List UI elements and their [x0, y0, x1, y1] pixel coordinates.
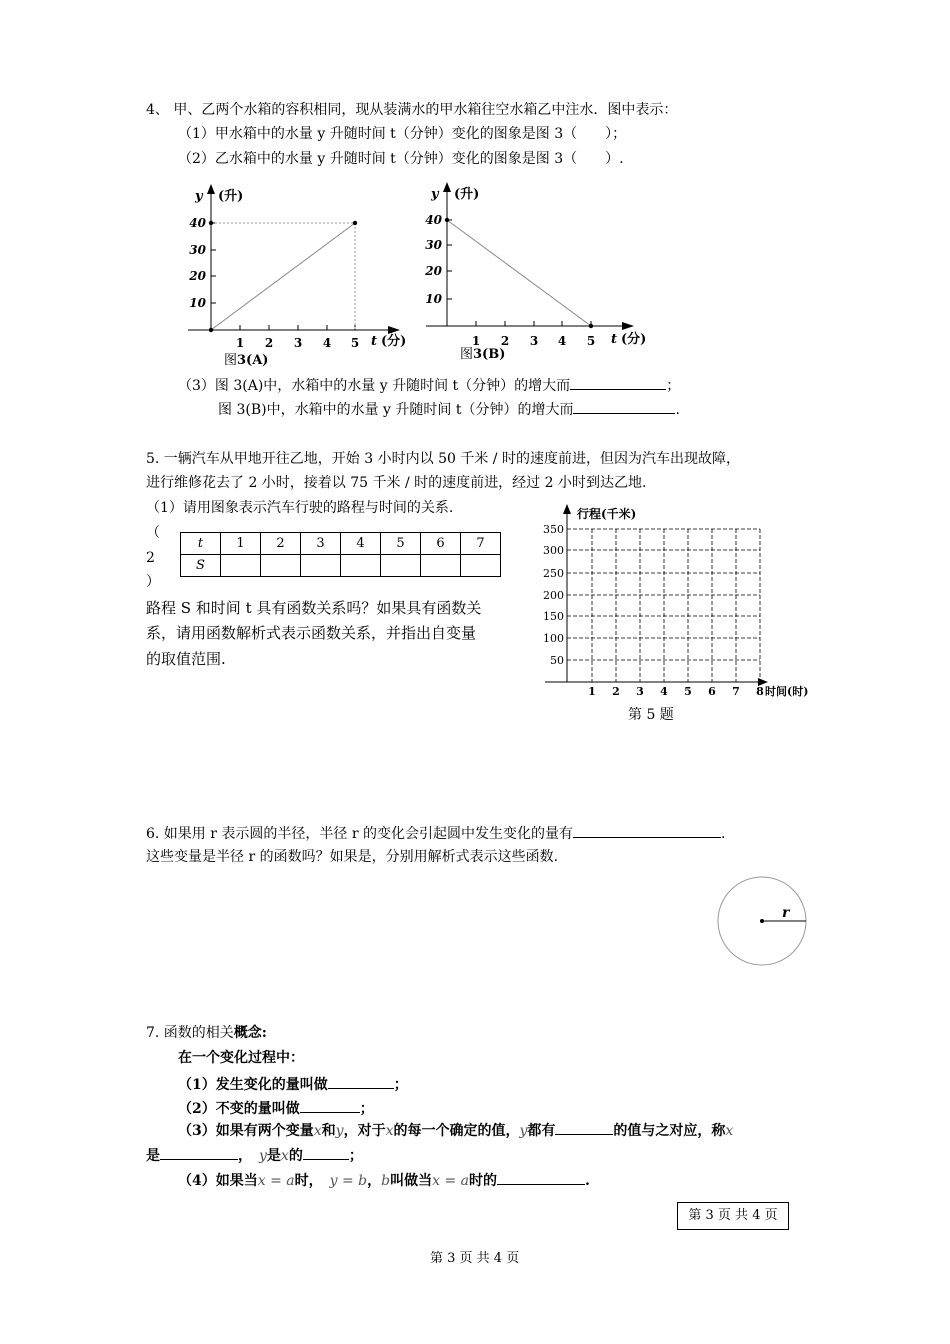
graph-3a-caption: 3(A): [237, 353, 269, 368]
graph-3b-ytick: 20: [425, 264, 442, 278]
graph-3b-xtick: 5: [586, 334, 596, 348]
q7-intro: 在一个变化过程中：: [178, 1050, 304, 1066]
circle-figure: [715, 876, 815, 976]
q7-blank-1[interactable]: [328, 1074, 394, 1089]
graph-3b-xtick: 3: [529, 334, 539, 348]
q5-text1: 路程 S 和时间 t 具有函数关系吗？如果具有函数关: [146, 599, 482, 617]
chart-q5-xtick: 7: [732, 685, 740, 698]
table-cell: 3: [301, 533, 341, 555]
chart-q5-ytick: 250: [543, 567, 564, 580]
q5-text3: 的取值范围.: [146, 650, 226, 668]
graph-3b-ylabel-var: y: [431, 187, 439, 202]
graph-3b-ytick: 10: [425, 292, 442, 306]
graph-3a-xlabel-var: t: [371, 334, 378, 349]
graph-3a-ytick: 10: [189, 296, 206, 310]
q5-line1: 5. 一辆汽车从甲地开往乙地，开始 3 小时内以 50 千米 / 时的速度前进，但因为汽车出现故障，: [146, 451, 740, 467]
q7-blank-3b[interactable]: [160, 1145, 238, 1160]
table-row: [181, 533, 501, 555]
q4-sub2: （2）乙水箱中的水量 y 升随时间 t（分钟）变化的图象是图 3（ ）.: [178, 151, 624, 167]
q4-blank-3b[interactable]: [573, 399, 675, 414]
table-cell: 2: [261, 533, 301, 555]
chart-q5: [535, 500, 835, 700]
graph-3b: [418, 180, 658, 370]
q5-sub2-close: ）: [146, 574, 160, 590]
table-cell: t: [181, 533, 221, 555]
graph-3b-xtick: 4: [557, 334, 567, 348]
chart-q5-xtick: 6: [708, 685, 716, 698]
q6-blank[interactable]: [573, 823, 721, 838]
graph-3b-xtick: 1: [471, 334, 481, 348]
q5-line2: 进行维修花去了 2 小时，接着以 75 千米 / 时的速度前进，经过 2 小时到达乙地.: [146, 475, 647, 491]
chart-q5-ytick: 350: [543, 523, 564, 536]
table-cell: 6: [421, 533, 461, 555]
table-cell: S: [181, 555, 221, 577]
chart-q5-xtick: 1: [588, 685, 596, 698]
q4-sub1: （1）甲水箱中的水量 y 升随时间 t（分钟）变化的图象是图 3（ ）；: [178, 126, 627, 142]
q6-line1: 6. 如果用 r 表示圆的半径，半径 r 的变化会引起圆中发生变化的量有 .: [146, 823, 725, 843]
graph-3b-ytick: 40: [425, 213, 442, 227]
q7-s3-cont: 是 ， y是x的 ；: [146, 1145, 363, 1165]
chart-q5-ytick: 100: [543, 632, 564, 645]
chart-q5-ytick: 300: [543, 544, 564, 557]
chart-q5-xlabel: 时间(时): [765, 685, 809, 698]
graph-3a-xtick: 5: [350, 336, 360, 350]
table-cell-input[interactable]: [421, 555, 461, 577]
svg-text:图3(B): [460, 347, 505, 362]
graph-3a-ylabel-unit: (升): [218, 189, 244, 204]
graph-3a-ytick: 30: [189, 243, 206, 257]
chart-q5-xtick: 2: [612, 685, 620, 698]
table-cell: 1: [221, 533, 261, 555]
q4-sub3b: 图 3(B)中，水箱中的水量 y 升随时间 t（分钟）的增大而 .: [218, 399, 680, 419]
graph-3b-ytick: 30: [425, 238, 442, 252]
q5-sub1: （1）请用图象表示汽车行驶的路程与时间的关系.: [146, 500, 454, 516]
graph-3a-line: [211, 223, 355, 330]
table-cell-input[interactable]: [261, 555, 301, 577]
q7-blank-4[interactable]: [497, 1170, 585, 1185]
chart-q5-ylabel: 行程(千米): [577, 507, 637, 521]
q7-s3: （3）如果有两个变量x和y，对于x的每一个确定的值，y都有 的值与之对应，称x: [178, 1120, 733, 1140]
q6-line2: 这些变量是半径 r 的函数吗？如果是，分别用解析式表示这些函数.: [146, 849, 559, 865]
table-cell: 7: [461, 533, 501, 555]
q4-title: 4、 甲、乙两个水箱的容积相同，现从装满水的甲水箱往空水箱乙中注水．图中表示：: [146, 102, 678, 118]
table-row: [181, 555, 501, 577]
chart-q5-xtick: 5: [684, 685, 692, 698]
graph-3b-caption: 3(B): [473, 347, 506, 362]
graph-3a-xtick: 2: [264, 336, 274, 350]
graph-3a-xlabel-unit: (分): [381, 334, 407, 349]
q7-s4: （4）如果当x = a时， y = b，b叫做当x = a时的 .: [178, 1170, 590, 1190]
chart-q5-xtick: 8: [756, 685, 764, 698]
table-cell: 5: [381, 533, 421, 555]
chart-q5-ytick: 50: [550, 654, 564, 667]
q7-blank-3a[interactable]: [555, 1120, 613, 1135]
q7-s2: （2）不变的量叫做 ；: [178, 1098, 374, 1118]
page-number-box: 第 3 页 共 4 页: [677, 1202, 789, 1230]
table-cell-input[interactable]: [301, 555, 341, 577]
chart-q5-ytick: 200: [543, 589, 564, 602]
page-footer: 第 3 页 共 4 页: [430, 1251, 520, 1266]
q7-blank-3c[interactable]: [303, 1145, 349, 1160]
graph-3b-xlabel-var: t: [611, 332, 618, 347]
q7-s1: （1）发生变化的量叫做 ；: [178, 1074, 408, 1094]
q7-blank-2[interactable]: [300, 1098, 360, 1113]
graph-3b-line: [447, 220, 591, 326]
q5-table: [180, 532, 501, 577]
graph-3b-caption-pre: 图: [460, 347, 474, 362]
q4-sub3a: （3）图 3(A)中，水箱中的水量 y 升随时间 t（分钟）的增大而 ；: [178, 375, 680, 395]
q7-title: 7. 函数的相关概念:: [146, 1025, 267, 1041]
graph-3a-xtick: 1: [235, 336, 245, 350]
q5-sub2-open: （: [146, 525, 160, 541]
q5-sub2-num: 2: [146, 550, 155, 566]
q4-blank-3a[interactable]: [570, 375, 666, 390]
table-cell: 4: [341, 533, 381, 555]
graph-3a-ytick: 20: [189, 269, 206, 283]
q5-text2: 系，请用函数解析式表示函数关系，并指出自变量: [146, 624, 477, 642]
graph-3a-xtick: 3: [293, 336, 303, 350]
table-cell-input[interactable]: [461, 555, 501, 577]
chart-q5-caption: 第 5 题: [628, 707, 674, 723]
chart-q5-xtick: 4: [660, 685, 668, 698]
graph-3a-xtick: 4: [322, 336, 332, 350]
graph-3a: [180, 182, 420, 372]
svg-text:图3(A): [224, 353, 268, 368]
graph-3a-ytick: 40: [189, 216, 206, 230]
graph-3b-xtick: 2: [500, 334, 510, 348]
graph-3a-caption-pre: 图: [224, 353, 238, 368]
table-cell-input[interactable]: [221, 555, 261, 577]
circle-radius-label: r: [782, 905, 790, 921]
table-cell-input[interactable]: [381, 555, 421, 577]
graph-3a-ylabel-var: y: [195, 189, 203, 204]
chart-q5-xtick: 3: [636, 685, 644, 698]
table-cell-input[interactable]: [341, 555, 381, 577]
graph-3b-ylabel-unit: (升): [454, 187, 480, 202]
graph-3b-xlabel-unit: (分): [621, 332, 647, 347]
chart-q5-ytick: 150: [543, 610, 564, 623]
